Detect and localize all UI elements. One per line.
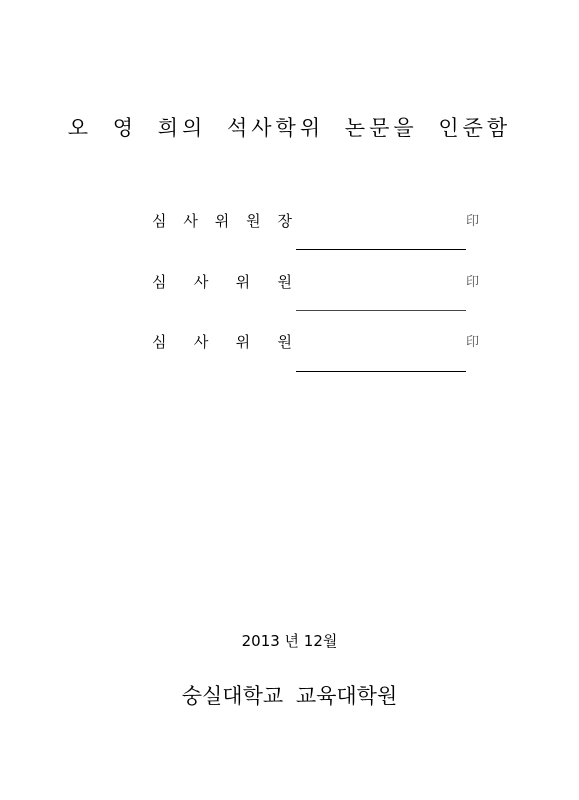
role-char: 사	[193, 333, 209, 351]
institution-name: 숭실대학교 교육대학원	[181, 684, 398, 708]
role-char: 원	[277, 333, 292, 351]
seal-mark: 印	[466, 335, 480, 350]
approval-date: 2013 년 12월	[241, 632, 338, 650]
role-char: 원	[246, 212, 261, 230]
role-char: 심	[152, 273, 167, 291]
signature-line	[296, 249, 466, 250]
role-char: 위	[235, 273, 251, 291]
role-char: 심	[152, 333, 167, 351]
role-char: 사	[183, 212, 198, 230]
signature-line	[296, 310, 466, 311]
role-char: 위	[235, 333, 251, 351]
role-char: 심	[152, 212, 167, 230]
committee-member-label	[152, 331, 292, 352]
committee-member-label	[152, 271, 292, 292]
role-char: 사	[193, 273, 209, 291]
role-char: 위	[214, 212, 230, 230]
signature-line	[296, 371, 466, 372]
role-char: 원	[277, 273, 292, 291]
seal-mark: 印	[466, 275, 480, 290]
approval-title: 오 영 희의 석사학위 논문을 인준함	[67, 116, 512, 140]
role-char: 장	[277, 212, 292, 230]
seal-mark: 印	[466, 214, 480, 229]
committee-chair-label	[152, 210, 292, 231]
